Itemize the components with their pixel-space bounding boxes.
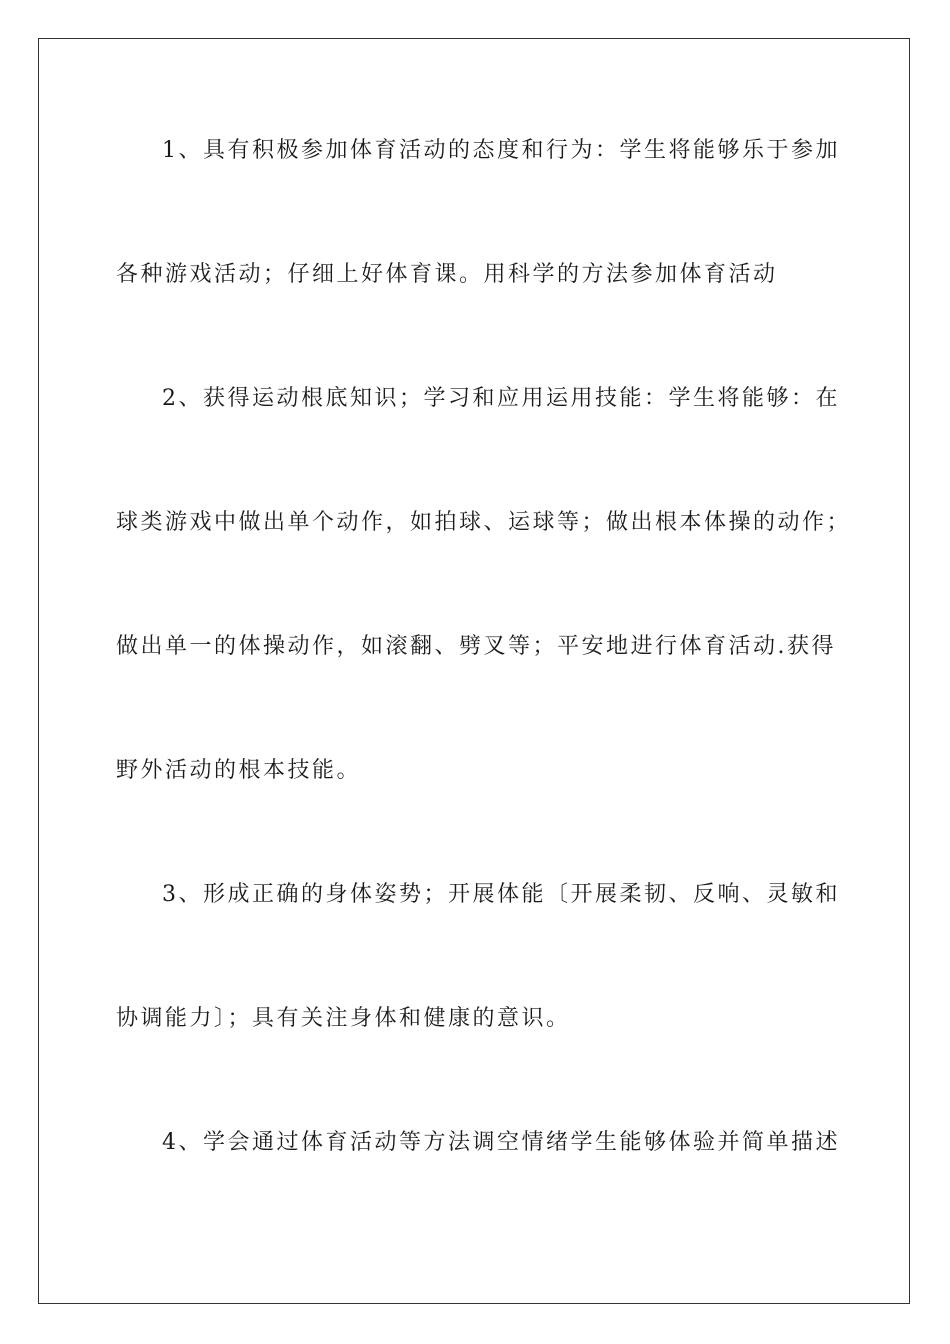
paragraph-1-line-2: 各种游戏活动；仔细上好体育课。用科学的方法参加体育活动: [116, 262, 778, 287]
paragraph-3-line-1: 3、形成正确的身体姿势；开展体能〔开展柔韧、反响、灵敏和: [162, 882, 840, 907]
paragraph-3-line-2: 协调能力〕；具有关注身体和健康的意识。: [116, 1006, 571, 1031]
paragraph-4-line-1: 4、学会通过体育活动等方法调空情绪学生能够体验并简单描述: [162, 1130, 840, 1155]
paragraph-2-line-2: 球类游戏中做出单个动作，如拍球、运球等；做出根本体操的动作；: [116, 510, 852, 535]
page-border: [38, 38, 910, 1304]
paragraph-1-line-1: 1、具有积极参加体育活动的态度和行为：学生将能够乐于参加: [162, 138, 840, 163]
paragraph-2-line-3: 做出单一的体操动作，如滚翻、劈叉等；平安地进行体育活动.获得: [116, 634, 836, 659]
paragraph-2-line-4: 野外活动的根本技能。: [116, 758, 362, 783]
paragraph-2-line-1: 2、获得运动根底知识；学习和应用运用技能：学生将能够：在: [162, 386, 840, 411]
